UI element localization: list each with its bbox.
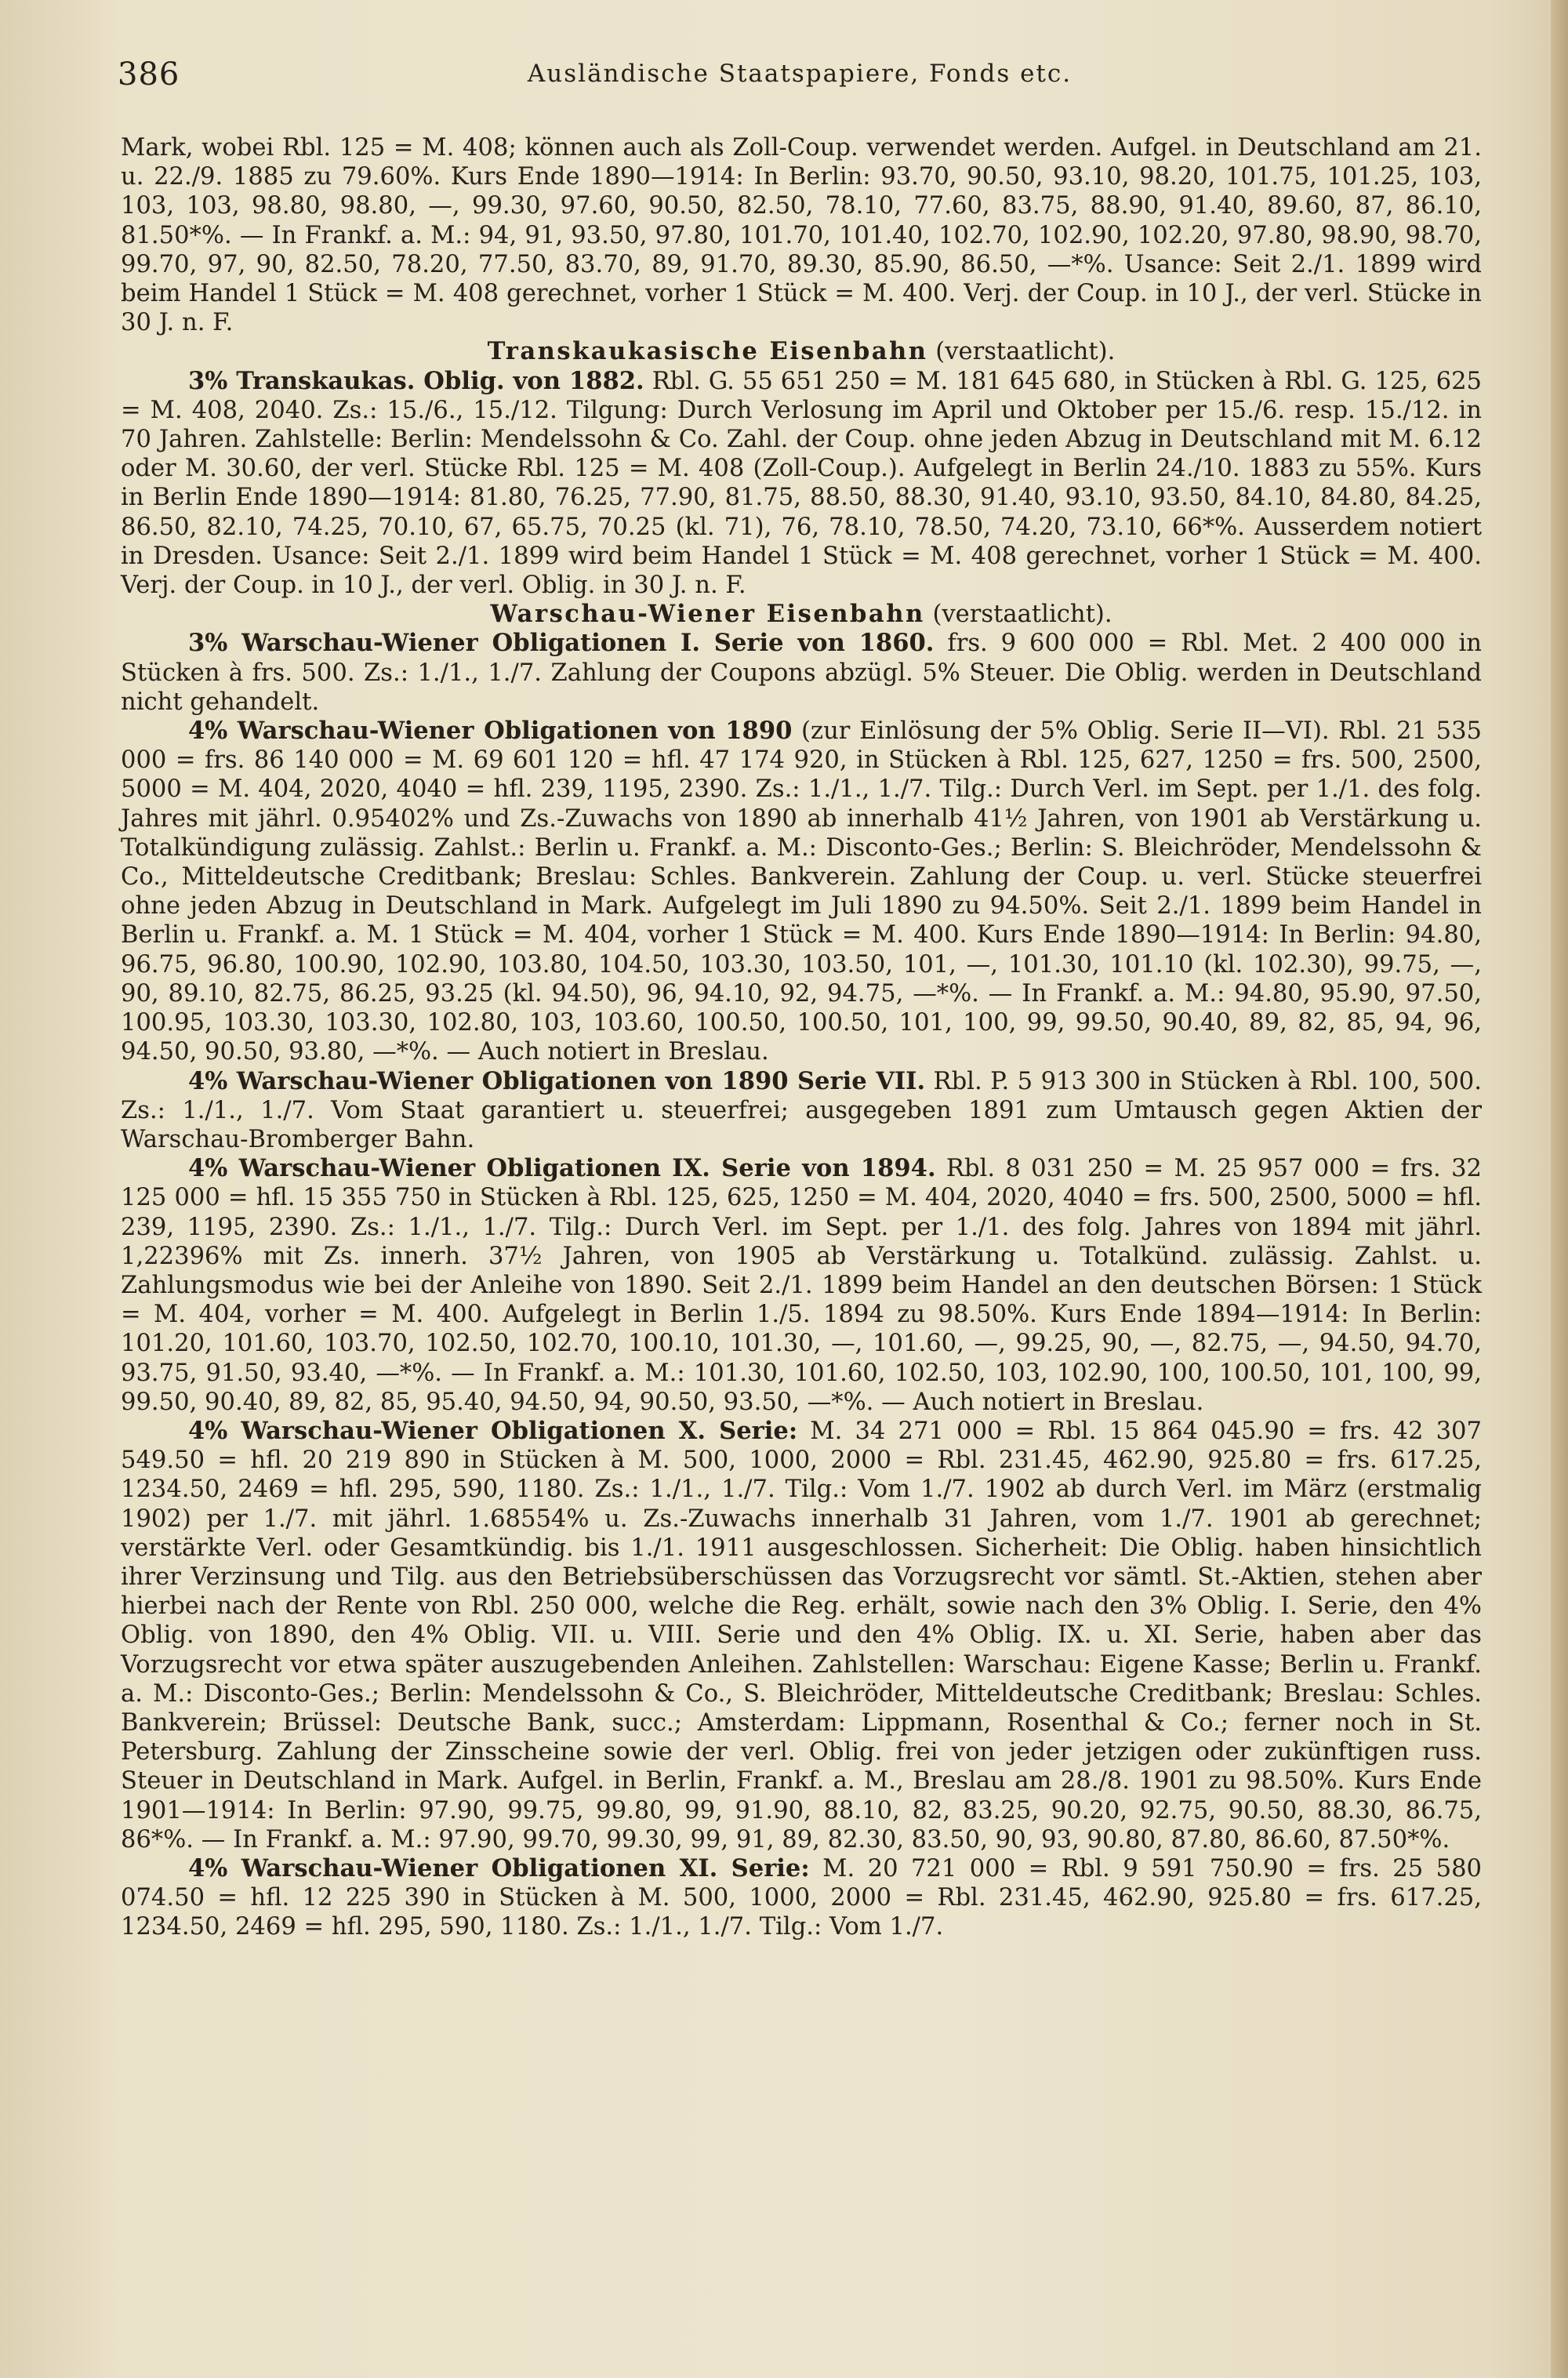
entry-obligationen-1890 [121,717,1482,1066]
running-title: Ausländische Staatspapiere, Fonds etc. [527,60,1073,88]
entry-transkaukas-oblig-1882 [121,367,1482,601]
paragraph-mark-conversion [121,133,1482,337]
entry-text: Rbl. 8 031 250 = M. 25 957 000 = frs. 32 125 000 = hfl. 15 355 750 in Stücken à Rbl. 125, 625, 1250 = M. 404, 2020, 4040 = frs. 500, 2500, 5000 = hfl. 239, 1195, 2390. Zs.: 1./1., 1./7. Tilg.: Durch Verl. im Sept. per 1./1. des folg. Jahres von 1894 mit jährl. 1,22396% mit Zs. innerh. 37½ Jahren, von 1905 ab Verstärkung u. Totalkünd. zulässig. Zahlst. u. Zahlungsmodus wie bei der Anleihe von 1890. Seit 2./1. 1899 beim Handel an den deutschen Börsen: 1 Stück = M. 404, vorher = M. 400. Aufgelegt in Berlin 1./5. 1894 zu 98.50%. Kurs Ende 1894—1914: In Berlin: 101.20, 101.60, 103.70, 102.50, 102.70, 100.10, 101.30, —, 101.60, —, 99.25, 90, —, 82.75, —, 94.50, 94.70, 93.75, 91.50, 93.40, —*%. — In Frankf. a. M.: 101.30, 101.60, 102.50, 103, 102.90, 100, 100.50, 101, 100, 99, 99.50, 90.40, 89, 82, 85, 95.40, 94.50, 94, 90.50, 93.50, —*%. — Auch notiert in Breslau. [121,1155,1482,1416]
entry-serie-x [121,1417,1482,1854]
entry-title: 4% Warschau-Wiener Obligationen von 1890 Serie VII. [188,1066,926,1095]
entry-title: 3% Warschau-Wiener Obligationen I. Serie von 1860. [188,629,935,658]
entry-serie-i-1860 [121,629,1482,717]
entry-text: (zur Einlösung der 5% Oblig. Serie II—VI). Rbl. 21 535 000 = frs. 86 140 000 = M. 69 601 120 = hfl. 47 174 920, in Stücken à Rbl. 125, 627, 1250 = frs. 500, 2500, 5000 = M. 404, 2020, 4040 = hfl. 239, 1195, 2390. Zs.: 1./1., 1./7. Tilg.: Durch Verl. im Sept. per 1./1. des folg. Jahres mit jährl. 0.95402% und Zs.-Zuwachs von 1890 ab innerhalb 41½ Jahren, von 1901 ab Verstärkung u. Totalkündigung zulässig. Zahlst.: Berlin u. Frankf. a. M.: Disconto-Ges.; Berlin: S. Bleichröder, Mendelssohn & Co., Mitteldeutsche Creditbank; Breslau: Schles. Bankverein. Zahlung der Coup. u. verl. Stücke steuerfrei ohne jeden Abzug in Deutschland in Mark. Aufgelegt im Juli 1890 zu 94.50%. Seit 2./1. 1899 beim Handel in Berlin u. Frankf. a. M. 1 Stück = M. 404, vorher 1 Stück = M. 400. Kurs Ende 1890—1914: In Berlin: 94.80, 96.75, 96.80, 100.90, 102.90, 103.80, 104.50, 103.30, 103.50, 101, —, 101.30, 101.10 (kl. 102.30), 99.75, —, 90, 89.10, 82.75, 86.25, 93.25 (kl. 94.50), 96, 94.10, 92, 94.75, —*%. — In Frankf. a. M.: 94.80, 95.90, 97.50, 100.95, 103.30, 103.30, 102.80, 103, 103.60, 100.50, 100.50, 101, 100, 99, 99.50, 90.40, 89, 82, 85, 94, 96, 94.50, 90.50, 93.80, —*%. — Auch notiert in Breslau. [121,717,1482,1066]
section-heading-title: Transkaukasische Eisenbahn [487,337,928,366]
paragraph-text: Mark, wobei Rbl. 125 = M. 408; können auch als Zoll-Coup. verwendet werden. Aufgel. in Deutschland am 21. u. 22./9. 1885 zu 79.60%. Kurs Ende 1890—1914: In Berlin: 93.70, 90.50, 93.10, 98.20, 101.75, 101.25, 103, 103, 103, 98.80, 98.80, —, 99.30, 97.60, 90.50, 82.50, 78.10, 77.60, 83.75, 88.90, 91.40, 89.60, 87, 86.10, 81.50*%. — In Frankf. a. M.: 94, 91, 93.50, 97.80, 101.70, 101.40, 102.70, 102.90, 102.20, 97.80, 98.90, 98.70, 99.70, 97, 90, 82.50, 78.20, 77.50, 83.70, 89, 91.70, 89.30, 85.90, 86.50, —*%. Usance: Seit 2./1. 1899 wird beim Handel 1 Stück = M. 408 gerechnet, vorher 1 Stück = M. 400. Verj. der Coup. in 10 J., der verl. Stücke in 30 J. n. F. [121,134,1482,337]
section-heading-note: (verstaatlicht). [927,338,1116,366]
section-heading-note: (verstaatlicht). [924,601,1112,629]
entry-serie-xi [121,1854,1482,1942]
entry-serie-vii [121,1067,1482,1155]
section-heading-transkaukasische-eisenbahn [121,337,1482,366]
section-heading-title: Warschau-Wiener Eisenbahn [490,600,925,629]
page-header [118,56,1482,96]
entry-text: Rbl. G. 55 651 250 = M. 181 645 680, in Stücken à Rbl. G. 125, 625 = M. 408, 2040. Zs.: 15./6., 15./12. Tilgung: Durch Verlosung im April und Oktober per 15./6. resp. 15./12. in 70 Jahren. Zahlstelle: Berlin: Mendelssohn & Co. Zahl. der Coup. ohne jeden Abzug in Deutschland mit M. 6.12 oder M. 30.60, der verl. Stücke Rbl. 125 = M. 408 (Zoll-Coup.). Aufgelegt in Berlin 24./10. 1883 zu 55%. Kurs in Berlin Ende 1890—1914: 81.80, 76.25, 77.90, 81.75, 88.50, 88.30, 91.40, 93.10, 93.50, 84.10, 84.80, 84.25, 86.50, 82.10, 74.25, 70.10, 67, 65.75, 70.25 (kl. 71), 76, 78.10, 78.50, 74.20, 73.10, 66*%. Ausserdem notiert in Dresden. Usance: Seit 2./1. 1899 wird beim Handel 1 Stück = M. 408 gerechnet, vorher 1 Stück = M. 400. Verj. der Coup. in 10 J., der verl. Oblig. in 30 J. n. F. [121,367,1482,600]
entry-text: Rbl. P. 5 913 300 in Stücken à Rbl. 100, 500. Zs.: 1./1., 1./7. Vom Staat garantiert u. steuerfrei; ausgegeben 1891 zum Umtausch gegen Aktien der Warschau-Bromberger Bahn. [121,1067,1482,1153]
section-heading-warschau-wiener-eisenbahn [121,600,1482,629]
page-number: 386 [118,56,180,93]
entry-serie-ix-1894 [121,1154,1482,1417]
page-body [121,133,1482,1942]
entry-text: M. 20 721 000 = Rbl. 9 591 750.90 = frs. 25 580 074.50 = hfl. 12 225 390 in Stücken à M. 500, 1000, 2000 = Rbl. 231.45, 462.90, 925.80 = frs. 617.25, 1234.50, 2469 = hfl. 295, 590, 1180. Zs.: 1./1., 1./7. Tilg.: Vom 1./7. [121,1854,1482,1941]
entry-title: 3% Transkaukas. Oblig. von 1882. [188,366,644,395]
entry-title: 4% Warschau-Wiener Obligationen X. Serie: [188,1416,798,1445]
entry-text: M. 34 271 000 = Rbl. 15 864 045.90 = frs. 42 307 549.50 = hfl. 20 219 890 in Stücken à M. 500, 1000, 2000 = Rbl. 231.45, 462.90, 925.80 = frs. 617.25, 1234.50, 2469 = hfl. 295, 590, 1180. Zs.: 1./1., 1./7. Tilg.: Vom 1./7. 1902 ab durch Verl. im März (erstmalig 1902) per 1./7. mit jährl. 1.68554% u. Zs.-Zuwachs innerhalb 31 Jahren, vom 1./7. 1901 ab gerechnet; verstärkte Verl. oder Gesamtkündig. bis 1./1. 1911 ausgeschlossen. Sicherheit: Die Oblig. haben hinsichtlich ihrer Verzinsung und Tilg. aus den Betriebsüberschüssen das Vorzugsrecht vor sämtl. St.-Aktien, stehen aber hierbei nach der Rente von Rbl. 250 000, welche die Reg. erhält, sowie nach den 3% Oblig. I. Serie, den 4% Oblig. von 1890, den 4% Oblig. VII. u. VIII. Serie und den 4% Oblig. IX. u. XI. Serie, haben aber das Vorzugsrecht vor etwa später auszugebenden Anleihen. Zahlstellen: Warschau: Eigene Kasse; Berlin u. Frankf. a. M.: Disconto-Ges.; Berlin: Mendelssohn & Co., S. Bleichröder, Mitteldeutsche Creditbank; Breslau: Schles. Bankverein; Brüssel: Deutsche Bank, succ.; Amsterdam: Lippmann, Rosenthal & Co.; ferner noch in St. Petersburg. Zahlung der Zinsscheine sowie der verl. Oblig. frei von jeder jetzigen oder zukünftigen russ. Steuer in Deutschland in Mark. Aufgel. in Berlin, Frankf. a. M., Breslau am 28./8. 1901 zu 98.50%. Kurs Ende 1901—1914: In Berlin: 97.90, 99.75, 99.80, 99, 91.90, 88.10, 82, 83.25, 90.20, 92.75, 90.50, 88.30, 86.75, 86*%. — In Frankf. a. M.: 97.90, 99.70, 99.30, 99, 91, 89, 82.30, 83.50, 90, 93, 90.80, 87.80, 86.60, 87.50*%. [121,1417,1482,1853]
entry-text: frs. 9 600 000 = Rbl. Met. 2 400 000 in Stücken à frs. 500. Zs.: 1./1., 1./7. Zahlung der Coupons abzügl. 5% Steuer. Die Oblig. werden in Deutschland nicht gehandelt. [121,630,1482,716]
entry-title: 4% Warschau-Wiener Obligationen von 1890 [188,717,793,746]
entry-title: 4% Warschau-Wiener Obligationen IX. Serie von 1894. [188,1154,936,1183]
page-edge [1551,0,1568,2378]
entry-title: 4% Warschau-Wiener Obligationen XI. Serie: [188,1853,810,1882]
